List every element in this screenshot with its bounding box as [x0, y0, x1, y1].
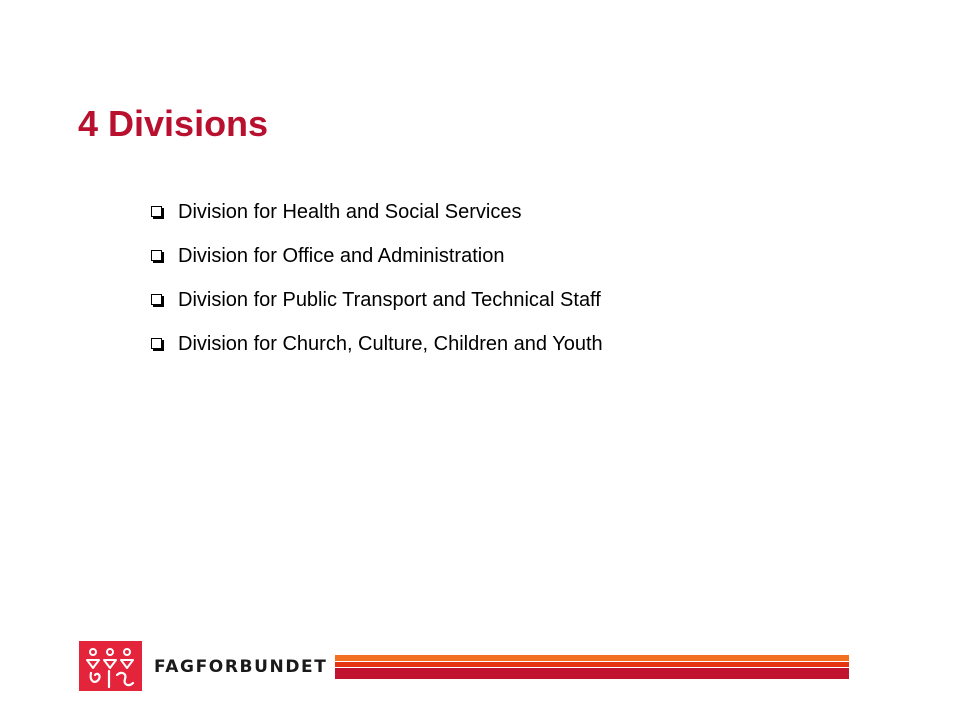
checkbox-bullet-icon: [151, 206, 164, 219]
division-list: [151, 199, 603, 375]
stripe-orange: [335, 655, 849, 661]
checkbox-bullet-icon: [151, 294, 164, 307]
list-item: [151, 199, 603, 225]
fagforbundet-logo-icon: [79, 641, 142, 691]
list-item: [151, 331, 603, 357]
list-item-label: Division for Health and Social Services: [178, 200, 522, 223]
slide-title: 4 Divisions: [78, 103, 269, 144]
list-item-label: Division for Church, Culture, Children and Youth: [178, 332, 603, 355]
list-item: [151, 243, 603, 269]
brand-name: FAGFORBUNDET: [154, 657, 328, 677]
stripe-red: [335, 662, 849, 667]
brand-stripes: [335, 655, 849, 679]
list-item-label: Division for Public Transport and Technical Staff: [178, 288, 601, 311]
checkbox-bullet-icon: [151, 338, 164, 351]
footer: [79, 641, 849, 691]
list-item-label: Division for Office and Administration: [178, 244, 505, 267]
stripe-dark-red: [335, 668, 849, 679]
checkbox-bullet-icon: [151, 250, 164, 263]
list-item: [151, 287, 603, 313]
